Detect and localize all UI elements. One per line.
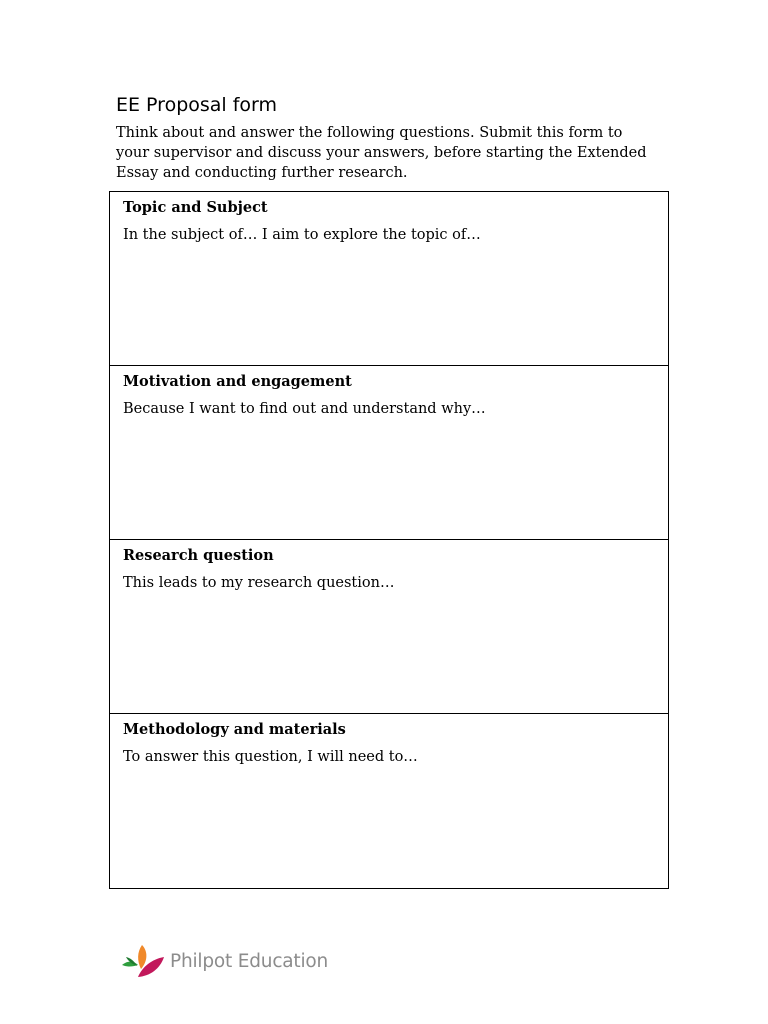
section-research-question[interactable] [110,540,668,714]
section-heading: Topic and Subject [123,199,268,216]
section-prompt: In the subject of… I aim to explore the topic of… [123,227,481,243]
section-prompt: This leads to my research question… [123,575,395,591]
section-heading: Motivation and engagement [123,373,352,390]
logo-text: Philpot Education [170,950,329,972]
leaf-logo-icon [120,943,166,979]
footer-logo [120,943,328,979]
section-prompt: To answer this question, I will need to… [123,749,418,765]
intro-text: Think about and answer the following questions. Submit this form to your supervisor and discuss your answers, before starting the Extended Essay and conducting further research. [116,125,647,181]
section-heading: Methodology and materials [123,721,346,738]
proposal-form-table [109,191,669,889]
section-heading: Research question [123,547,274,564]
page-title: EE Proposal form [116,94,278,116]
section-motivation[interactable] [110,366,668,540]
section-topic-subject[interactable] [110,192,668,366]
section-methodology[interactable] [110,714,668,888]
section-prompt: Because I want to find out and understand why… [123,401,486,417]
